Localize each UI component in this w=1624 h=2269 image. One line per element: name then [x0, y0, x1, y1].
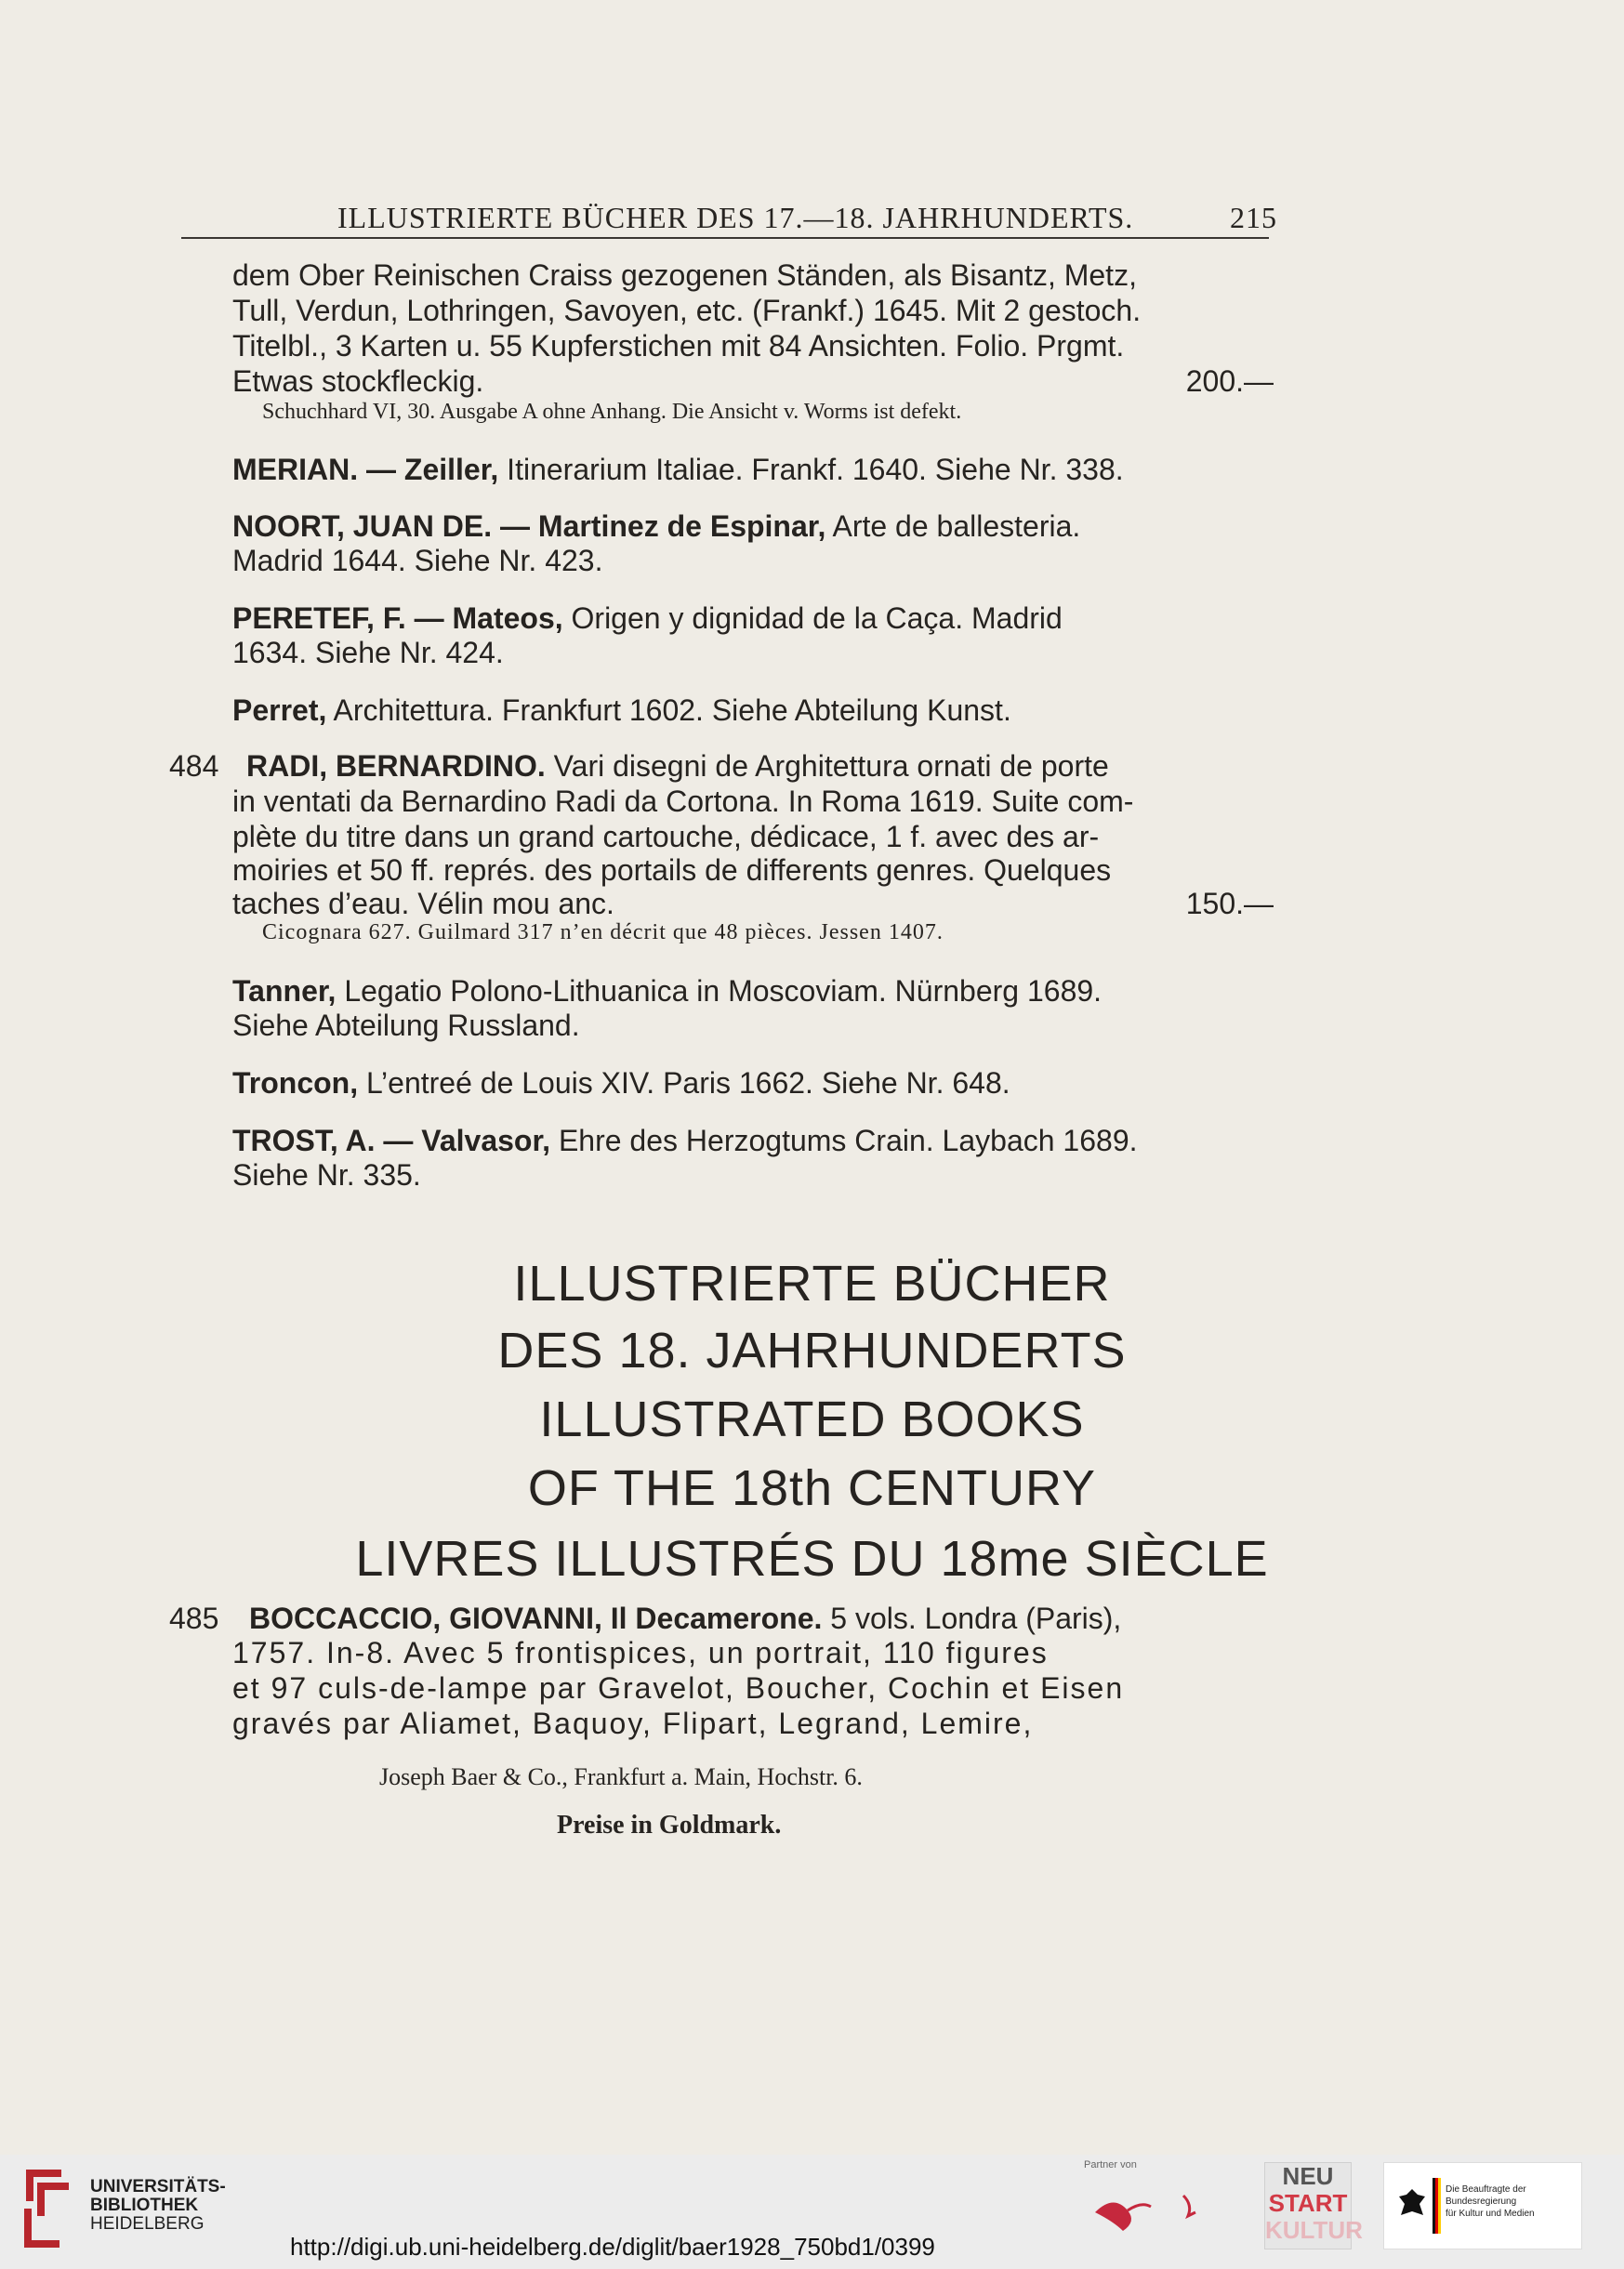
- university-library-logo-icon[interactable]: [17, 2164, 74, 2249]
- entry-line: Siehe Abteilung Russland.: [232, 1009, 580, 1042]
- section-heading-line: ILLUSTRATED BOOKS: [539, 1392, 1085, 1447]
- university-library-name: UNIVERSITÄTS- BIBLIOTHEK HEIDELBERG: [90, 2177, 226, 2234]
- entry-line: Tull, Verdun, Lothringen, Savoyen, etc. (Frankf.) 1645. Mit 2 gestoch.: [232, 294, 1142, 327]
- section-heading-line: DES 18. JAHRHUNDERTS: [497, 1323, 1127, 1379]
- entry-line: 1634. Siehe Nr. 424.: [232, 636, 504, 669]
- entry-radi: RADI, BERNARDINO. Vari disegni de Arghitettura ornati de porte: [246, 749, 1109, 783]
- entry-line: in ventati da Bernardino Radi da Cortona. In Roma 1619. Suite com-: [232, 785, 1134, 818]
- entry-line: gravés par Aliamet, Baquoy, Flipart, Legrand, Lemire,: [232, 1707, 1034, 1740]
- entry-last-line: Etwas stockfleckig.: [232, 364, 484, 398]
- section-heading-line: ILLUSTRIERTE BÜCHER: [513, 1256, 1111, 1312]
- bkm-logo[interactable]: [1383, 2162, 1582, 2249]
- entry-troncon: Troncon, L’entreé de Louis XIV. Paris 1662. Siehe Nr. 648.: [232, 1066, 1010, 1100]
- reference-note: Schuchhard VI, 30. Ausgabe A ohne Anhang. Die Ansicht v. Worms ist defekt.: [262, 400, 962, 424]
- partner-label: Partner von: [1084, 2159, 1137, 2170]
- price-note: Preise in Goldmark.: [557, 1811, 782, 1840]
- page-number: 215: [1230, 201, 1277, 234]
- entry-line: et 97 culs-de-lampe par Gravelot, Boucher, Cochin et Eisen: [232, 1671, 1125, 1705]
- reference-note: Cicognara 627. Guilmard 317 n’en décrit que 48 pièces. Jessen 1407.: [262, 920, 944, 944]
- entry-line: dem Ober Reinischen Craiss gezogenen Ständen, als Bisantz, Metz,: [232, 258, 1137, 292]
- entry-tanner: Tanner, Legatio Polono-Lithuanica in Moscoviam. Nürnberg 1689.: [232, 974, 1102, 1008]
- price: 200.—: [1185, 364, 1274, 398]
- header-rule: [181, 237, 1269, 239]
- entry-line: plète du titre dans un grand cartouche, dédicace, 1 f. avec des ar-: [232, 820, 1100, 853]
- federal-eagle-icon: [1397, 2187, 1427, 2224]
- entry-line: [232, 364, 1274, 399]
- entry-line: Siehe Nr. 335.: [232, 1158, 421, 1192]
- entry-merian: MERIAN. — Zeiller, Itinerarium Italiae. Frankf. 1640. Siehe Nr. 338.: [232, 453, 1124, 486]
- ddb-logo-icon[interactable]: [1086, 2184, 1225, 2240]
- lot-number: 484: [169, 749, 219, 783]
- section-heading-line: OF THE 18th CENTURY: [527, 1460, 1097, 1516]
- neustart-kultur-logo[interactable]: NEU START KULTUR: [1264, 2162, 1352, 2249]
- bkm-stripe-gold: [1438, 2178, 1441, 2234]
- price: 150.—: [1185, 887, 1274, 920]
- entry-line: Titelbl., 3 Karten u. 55 Kupferstichen mit 84 Ansichten. Folio. Prgmt.: [232, 329, 1125, 363]
- section-heading-line: LIVRES ILLUSTRÉS DU 18me SIÈCLE: [355, 1531, 1269, 1587]
- entry-trost: TROST, A. — Valvasor, Ehre des Herzogtums Crain. Laybach 1689.: [232, 1124, 1138, 1157]
- bkm-text: Die Beauftragte der Bundesregierung für Kultur und Medien: [1446, 2184, 1535, 2219]
- publisher-line: Joseph Baer & Co., Frankfurt a. Main, Hochstr. 6.: [379, 1763, 863, 1790]
- entry-last-line: taches d’eau. Vélin mou anc.: [232, 887, 614, 920]
- entry-line: 1757. In-8. Avec 5 frontispices, un portrait, 110 figures: [232, 1636, 1049, 1669]
- permalink-url[interactable]: http://digi.ub.uni-heidelberg.de/diglit/baer1928_750bd1/0399: [290, 2233, 935, 2261]
- lot-number: 485: [169, 1602, 219, 1635]
- entry-line: moiries et 50 ff. représ. des portails de differents genres. Quelques: [232, 853, 1112, 887]
- entry-perret: Perret, Architettura. Frankfurt 1602. Siehe Abteilung Kunst.: [232, 693, 1011, 727]
- entry-boccaccio: BOCCACCIO, GIOVANNI, Il Decamerone. 5 vols. Londra (Paris),: [249, 1602, 1122, 1635]
- running-header-title: ILLUSTRIERTE BÜCHER DES 17.—18. JAHRHUNDERTS.: [337, 201, 1134, 234]
- entry-line: [232, 887, 1274, 921]
- entry-peretef: PERETEF, F. — Mateos, Origen y dignidad de la Caça. Madrid: [232, 601, 1063, 635]
- entry-line: Madrid 1644. Siehe Nr. 423.: [232, 544, 603, 577]
- entry-noort: NOORT, JUAN DE. — Martinez de Espinar, Arte de ballesteria.: [232, 509, 1081, 543]
